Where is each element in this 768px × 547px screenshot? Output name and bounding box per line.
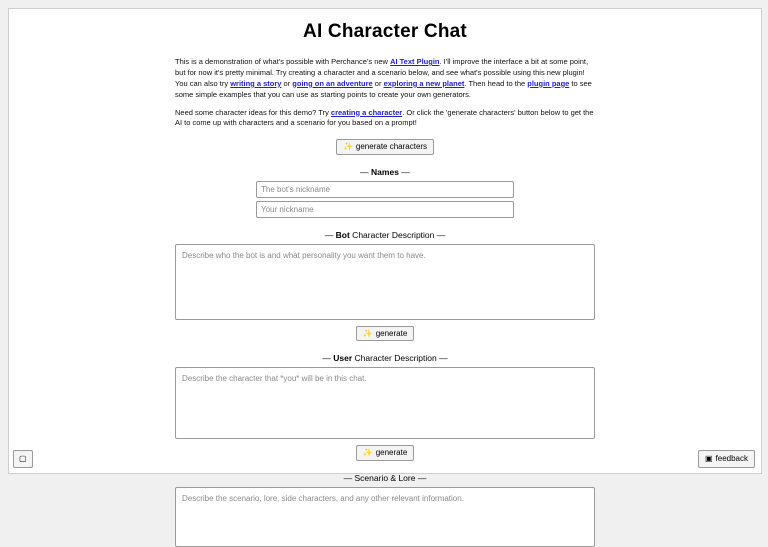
intro-p1-mid1: . I'll improve the interface a bit at some point, but for now it's pretty minimal. Try creating a character and a scenario below, and see what's possible using this new plugin! You can also try [175, 57, 589, 88]
names-heading [9, 167, 761, 177]
names-heading-suffix: — [398, 166, 410, 177]
browser-viewport [8, 8, 762, 484]
user-description-textarea[interactable] [175, 367, 595, 439]
scenario-textarea[interactable] [175, 487, 595, 547]
intro-p1-pre: This is a demonstration of what's possible with Perchance's new [175, 57, 391, 66]
intro-paragraph-1 [175, 57, 595, 101]
feedback-label: feedback [715, 454, 748, 464]
creating-a-character-link[interactable]: creating a character [330, 107, 403, 117]
sparkle-icon: ✨ [362, 448, 373, 458]
ai-text-plugin-link[interactable]: AI Text Plugin [390, 57, 440, 66]
page-content [9, 9, 761, 484]
names-fields [256, 181, 514, 218]
bot-generate-label: generate [375, 328, 408, 338]
intro-text [175, 57, 595, 129]
sparkle-icon: ✨ [342, 142, 353, 152]
plugin-page-link[interactable]: plugin page [527, 78, 570, 88]
bot-description-field [175, 244, 595, 342]
names-heading-text: Names [371, 166, 399, 177]
bot-heading-bold: Bot [335, 229, 350, 240]
intro-p1-mid2: . Then head to the [464, 78, 528, 88]
intro-p1-or1: or [281, 78, 293, 88]
scenario-heading: — Scenario & Lore — [343, 473, 427, 484]
user-generate-label: generate [375, 448, 408, 458]
intro-p2-end: . Or click the 'generate characters' button below to get the AI to come up with characters and a scenario for you based on a prompt! [175, 107, 594, 128]
user-description-heading [9, 353, 761, 363]
bot-nickname-input[interactable] [256, 181, 514, 198]
feedback-button[interactable] [698, 450, 755, 468]
user-heading-prefix: — [322, 353, 334, 364]
writing-a-story-link[interactable]: writing a story [230, 78, 282, 88]
intro-p1-or2: or [372, 78, 384, 88]
bot-description-textarea[interactable] [175, 244, 595, 320]
user-generate-button[interactable] [356, 445, 415, 461]
speech-bubble-icon: ▣ [704, 454, 713, 464]
bot-heading-prefix: — [324, 229, 336, 240]
bot-description-heading [9, 230, 761, 240]
box-icon: ▢ [19, 454, 27, 464]
sparkle-icon: ✨ [362, 328, 373, 338]
exploring-a-new-planet-link[interactable]: exploring a new planet [383, 78, 465, 88]
user-description-field [175, 367, 595, 461]
intro-p2-pre: Need some character ideas for this demo? Try [175, 107, 331, 117]
names-heading-prefix: — [360, 166, 372, 177]
bot-generate-row [175, 323, 595, 342]
user-heading-rest: Character Description — [352, 353, 448, 364]
user-generate-row [175, 442, 595, 461]
generate-characters-label: generate characters [355, 142, 428, 152]
user-nickname-input[interactable] [256, 201, 514, 218]
scenario-field [175, 487, 595, 547]
bot-generate-button[interactable] [356, 326, 415, 342]
intro-p1-end: to see some simple examples that you can use as starting points to create your own generators. [175, 78, 592, 99]
bot-heading-rest: Character Description — [349, 229, 446, 240]
user-heading-bold: User [333, 353, 353, 364]
going-on-an-adventure-link[interactable]: going on an adventure [292, 78, 373, 88]
intro-paragraph-2 [175, 108, 595, 130]
settings-corner-button[interactable] [13, 450, 33, 468]
page-title: AI Character Chat [303, 21, 467, 42]
generate-characters-row [9, 136, 761, 155]
generate-characters-button[interactable] [336, 139, 434, 155]
